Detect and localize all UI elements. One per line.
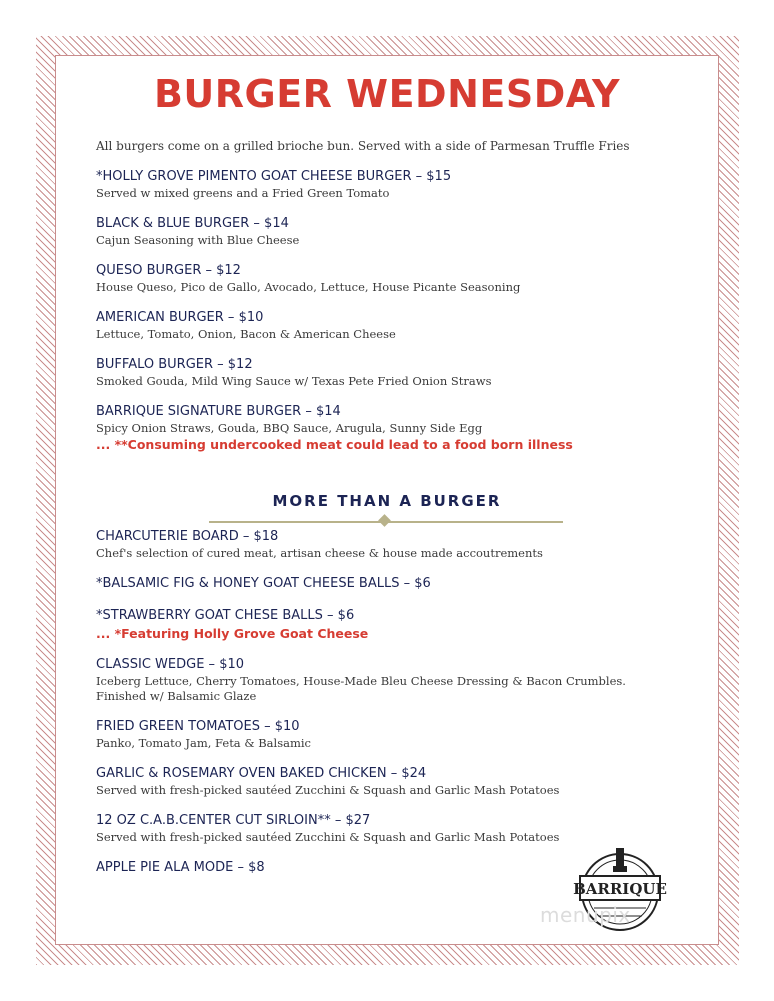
- item-name: CHARCUTERIE BOARD – $18: [96, 529, 279, 544]
- item-desc: Spicy Onion Straws, Gouda, BBQ Sauce, Arugula, Sunny Side Egg: [96, 421, 483, 435]
- list-item: [96, 607, 696, 642]
- section-title: MORE THAN A BURGER: [272, 492, 502, 510]
- item-name: CLASSIC WEDGE – $10: [96, 657, 245, 672]
- item-name: 12 OZ C.A.B.CENTER CUT SIRLOIN** – $27: [96, 813, 371, 828]
- item-desc: Lettuce, Tomato, Onion, Bacon & American Cheese: [96, 327, 396, 341]
- item-desc: Panko, Tomato Jam, Feta & Balsamic: [96, 736, 311, 750]
- warning-note: ... **Consuming undercooked meat could lead to a food born illness: [96, 437, 573, 452]
- item-desc-continued: Finished w/ Balsamic Glaze: [96, 689, 257, 703]
- list-item: [96, 168, 696, 201]
- item-name: QUESO BURGER – $12: [96, 263, 241, 278]
- intro-text: All burgers come on a grilled brioche bun. Served with a side of Parmesan Truffle Fries: [96, 139, 630, 153]
- item-name: BUFFALO BURGER – $12: [96, 357, 253, 372]
- list-item: [96, 656, 696, 704]
- list-item: [96, 575, 696, 593]
- item-desc: Smoked Gouda, Mild Wing Sauce w/ Texas Pete Fried Onion Straws: [96, 374, 492, 388]
- list-item: [96, 215, 696, 248]
- item-name: APPLE PIE ALA MODE – $8: [96, 860, 265, 875]
- item-name: *HOLLY GROVE PIMENTO GOAT CHEESE BURGER – $15: [96, 169, 452, 184]
- item-desc: Served with fresh-picked sautéed Zucchini & Squash and Garlic Mash Potatoes: [96, 830, 560, 844]
- list-item: [96, 528, 696, 561]
- item-desc: House Queso, Pico de Gallo, Avocado, Lettuce, House Picante Seasoning: [96, 280, 521, 294]
- item-name: *STRAWBERRY GOAT CHESE BALLS – $6: [96, 608, 355, 623]
- list-item: [96, 812, 696, 845]
- item-desc: Cajun Seasoning with Blue Cheese: [96, 233, 300, 247]
- item-name: GARLIC & ROSEMARY OVEN BAKED CHICKEN – $24: [96, 766, 427, 781]
- item-desc: Chef's selection of cured meat, artisan cheese & house made accoutrements: [96, 546, 543, 560]
- logo-text: BARRIQUE: [573, 880, 667, 898]
- list-item: [96, 356, 696, 389]
- item-name: FRIED GREEN TOMATOES – $10: [96, 719, 300, 734]
- list-item: [96, 403, 696, 453]
- feature-note: ... *Featuring Holly Grove Goat Cheese: [96, 626, 369, 641]
- item-name: BLACK & BLUE BURGER – $14: [96, 216, 289, 231]
- item-desc: Served with fresh-picked sautéed Zucchini & Squash and Garlic Mash Potatoes: [96, 783, 560, 797]
- page-title: BURGER WEDNESDAY: [153, 72, 621, 116]
- item-desc: Iceberg Lettuce, Cherry Tomatoes, House-Made Bleu Cheese Dressing & Bacon Crumbles.: [96, 674, 626, 688]
- item-name: *BALSAMIC FIG & HONEY GOAT CHEESE BALLS – $6: [96, 576, 431, 591]
- item-desc: Served w mixed greens and a Fried Green Tomato: [96, 186, 390, 200]
- list-item: [96, 309, 696, 342]
- item-name: AMERICAN BURGER – $10: [96, 310, 264, 325]
- list-item: [96, 765, 696, 798]
- list-item: [96, 718, 696, 751]
- item-name: BARRIQUE SIGNATURE BURGER – $14: [96, 404, 341, 419]
- list-item: [96, 262, 696, 295]
- more-items-list: [96, 528, 696, 891]
- watermark: menupix: [540, 903, 631, 927]
- burger-list: [96, 138, 696, 467]
